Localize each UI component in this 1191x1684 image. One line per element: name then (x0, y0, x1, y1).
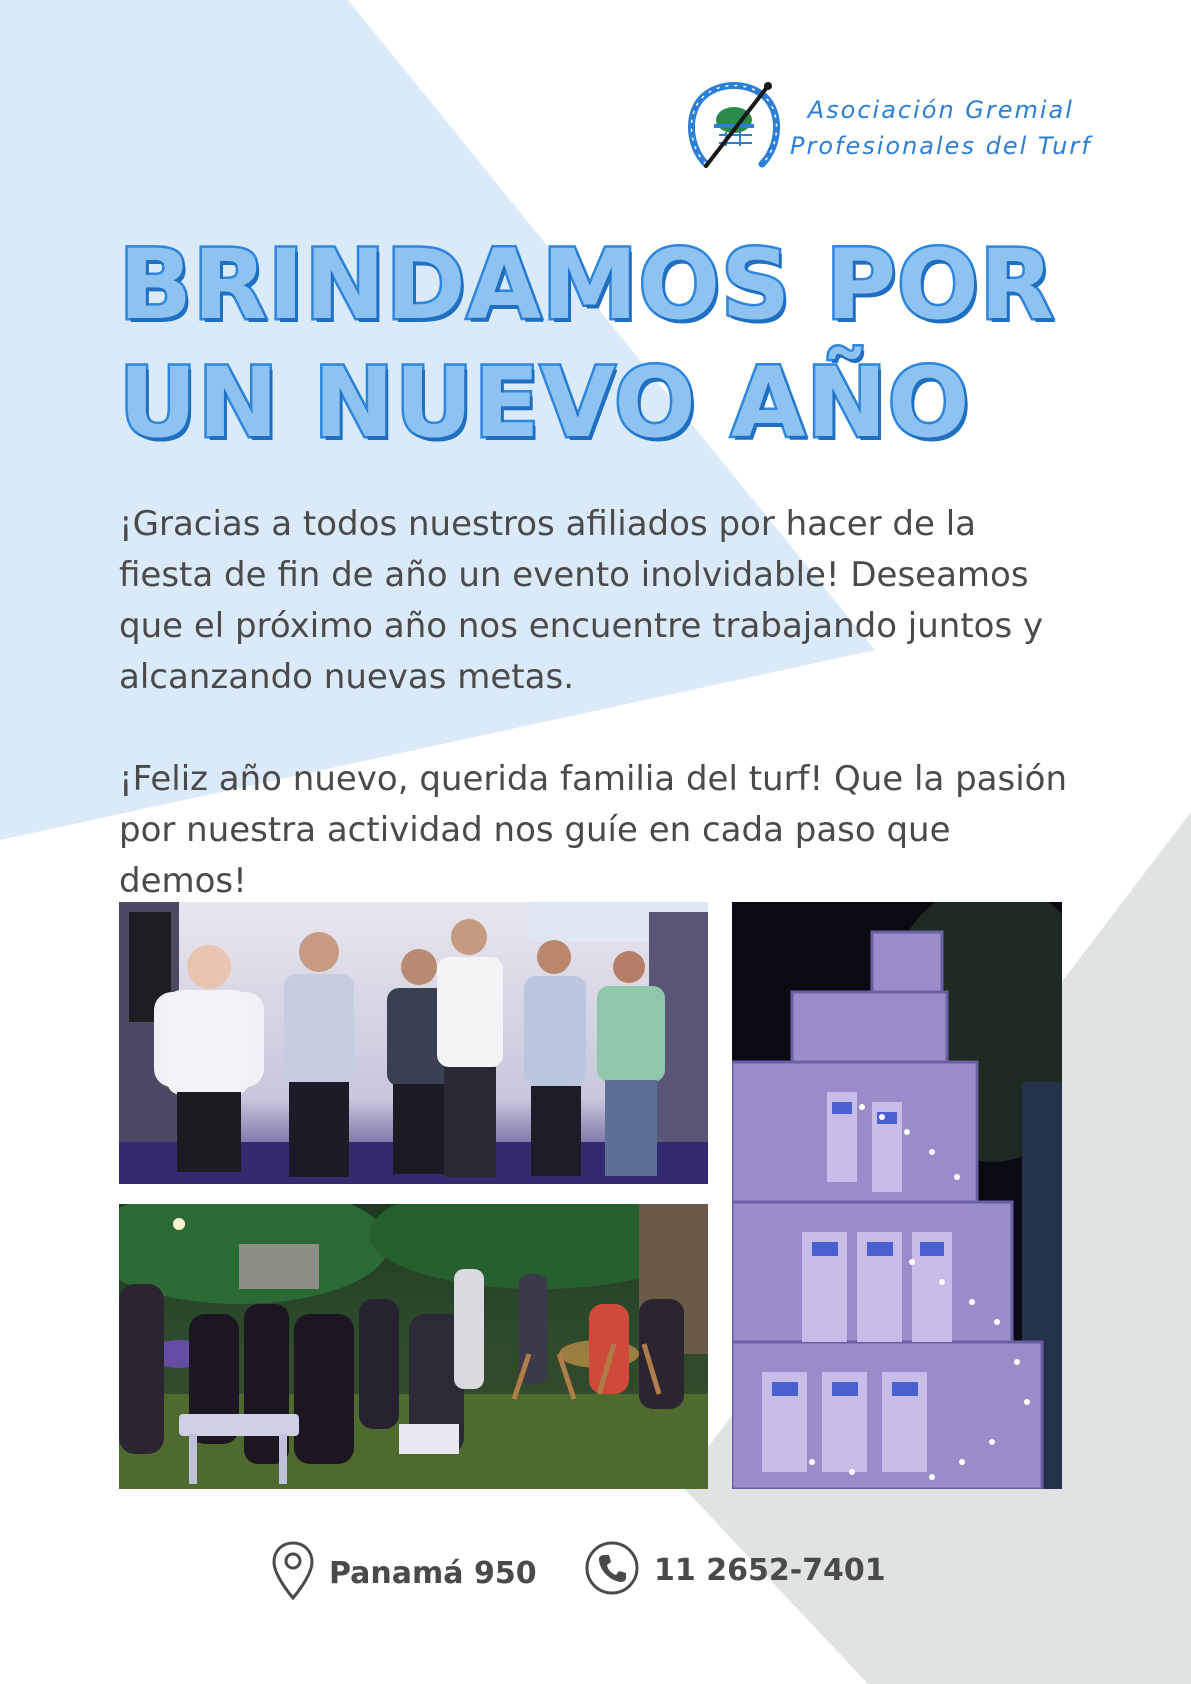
photo-garden-party (119, 1204, 708, 1489)
address-text: Panamá 950 (329, 1556, 537, 1591)
organization-name (790, 92, 1092, 164)
phone-number[interactable]: 11 2652-7401 (654, 1553, 886, 1588)
headline (119, 226, 1055, 462)
new-year-paragraph: ¡Feliz año nuevo, querida familia del turf! Que la pasión por nuestra actividad nos guíe en cada paso que demos! (119, 759, 1068, 901)
headline-line2: UN NUEVO AÑO (119, 347, 971, 459)
organization-name-line2: Profesionales del Turf (790, 132, 1092, 160)
phone-icon[interactable] (584, 1540, 640, 1601)
photo-group-of-men (119, 902, 708, 1184)
horseshoe-jockey-icon (684, 80, 784, 172)
organization-logo (684, 80, 784, 172)
address-block (271, 1540, 537, 1607)
organization-name-line1: Asociación Gremial (807, 96, 1074, 124)
thanks-paragraph: ¡Gracias a todos nuestros afiliados por hacer de la fiesta de fin de año un evento inolvidable! Deseamos que el próximo año nos encuentre trabajando juntos y alcanzando nuevas metas. (119, 504, 1044, 697)
photo-feliz-navidad-boxes (732, 902, 1062, 1489)
headline-line1: BRINDAMOS POR (119, 229, 1055, 341)
location-pin-icon (271, 1540, 315, 1607)
phone-block (584, 1540, 886, 1601)
